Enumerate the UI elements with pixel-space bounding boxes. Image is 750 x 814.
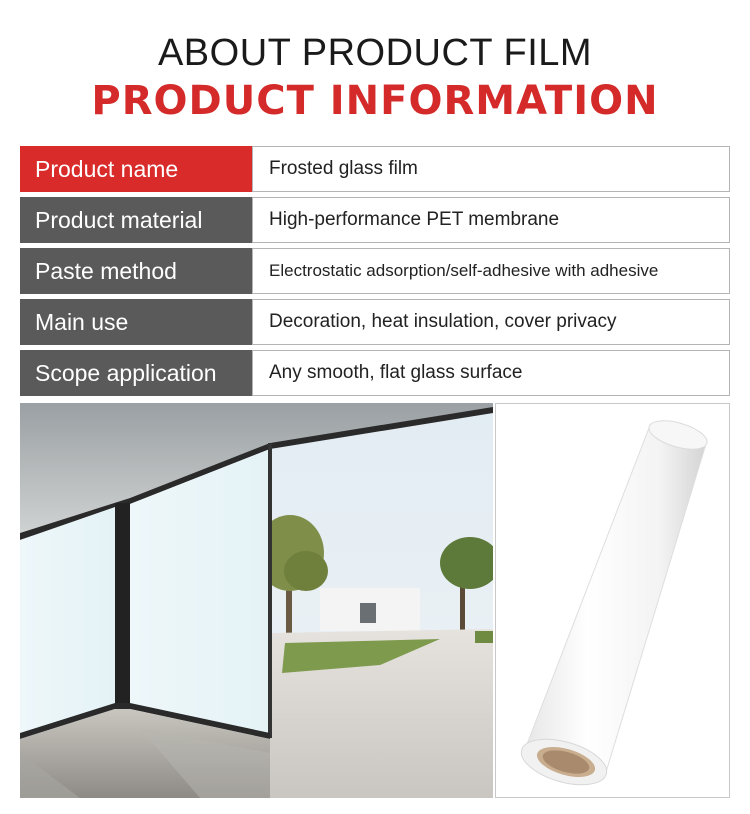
- info-value: Electrostatic adsorption/self-adhesive with adhesive: [252, 248, 730, 294]
- info-value: Any smooth, flat glass surface: [252, 350, 730, 396]
- info-value: Frosted glass film: [252, 146, 730, 192]
- film-roll-photo: [495, 403, 730, 798]
- info-row-main-use: [20, 299, 730, 345]
- info-value: Decoration, heat insulation, cover privacy: [252, 299, 730, 345]
- info-label: Paste method: [20, 248, 252, 294]
- info-label: Product material: [20, 197, 252, 243]
- page-subtitle: PRODUCT INFORMATION: [91, 78, 659, 124]
- info-row-product-material: [20, 197, 730, 243]
- info-row-product-name: [20, 146, 730, 192]
- frosted-glass-window-photo: [20, 403, 493, 798]
- product-info-table: [20, 146, 730, 401]
- info-row-paste-method: [20, 248, 730, 294]
- info-label: Product name: [20, 146, 252, 192]
- info-value: High-performance PET membrane: [252, 197, 730, 243]
- page-title: ABOUT PRODUCT FILM: [157, 32, 593, 74]
- info-label: Scope application: [20, 350, 252, 396]
- info-row-scope-application: [20, 350, 730, 396]
- info-label: Main use: [20, 299, 252, 345]
